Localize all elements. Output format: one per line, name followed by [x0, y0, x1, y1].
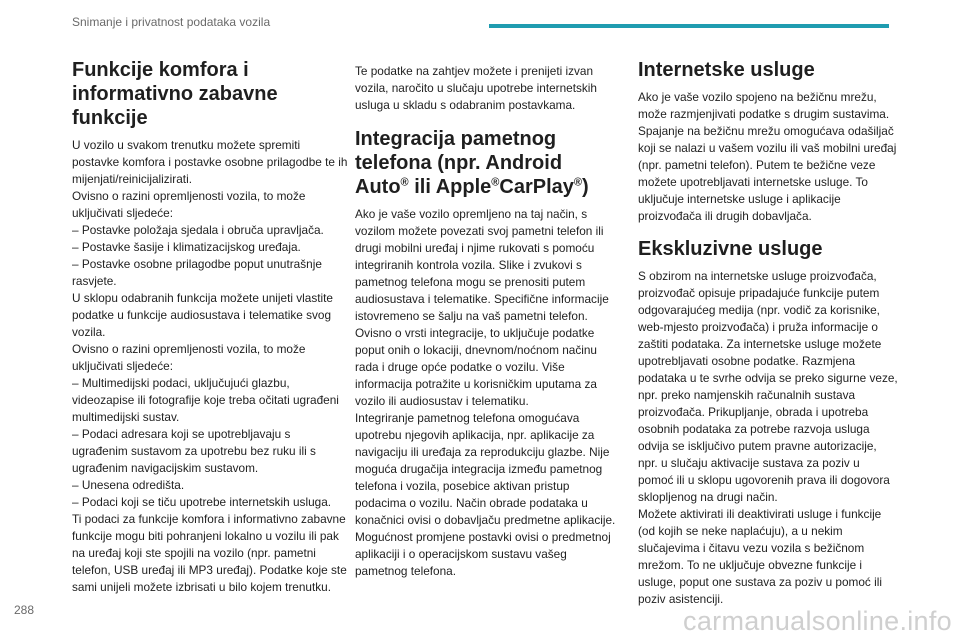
watermark: carmanualsonline.info — [683, 606, 952, 636]
section-title-exclusive-services: Ekskluzivne usluge — [638, 238, 823, 260]
header-accent-bar — [489, 24, 889, 28]
title-part-1: Integracija pametnog telefona (npr. Android Auto — [355, 128, 563, 198]
section-title-comfort: Funkcije komfora i informativno zabavne funkcije — [72, 59, 278, 129]
title-part-4: ) — [581, 176, 589, 198]
section-body-exclusive-services: S obzirom na internetske usluge proizvođača, proizvođač opisuje pripadajuće funkcije putem odgovarajućeg medija (npr. vodič za korisnike, web-mjesto proizvođača) i pruža informacije o zaštiti podataka. Za internetske usluge možete upotrebljavati osobne podatke. Razmjena podataka u te svrhe odvija se preko sigurne veze, npr. preko namjenskih računalnih sustava proizvođača. Prikupljanje, obrada i upotreba osobnih podataka za potrebe razvoja usluga odvija se isključivo putem pravne autorizacije, npr. u slučaju aktivacije sustava za poziv u pomoć ili u sklopu ugovorenih prava ili dogovora sklopljenog na drugi način. Možete aktivirati ili deaktivirati usluge i funkcije (od kojih se neke naplaćuju), a u nekim slučajevima i čitavu vezu vozila s bežičnom mrežom. To ne uključuje obvezne funkcije i usluge, poput one sustava za poziv u pomoć ili poziv asistenciji. — [638, 269, 898, 606]
column-middle — [355, 63, 620, 580]
section-title-smartphone — [355, 127, 620, 199]
section-body-comfort: U vozilo u svakom trenutku možete spremiti postavke komfora i postavke osobne prilagodbe te ih mijenjati/reinicijalizirati. Ovisno o razini opremljenosti vozila, to može uključivati sljedeće: – Postavke položaja sjedala i obruča upravljača. – Postavke šasije i klimatizacijskog uređaja. – Postavke osobne prilagodbe poput unutrašnje rasvjete. U sklopu odabranih funkcija možete unijeti vlastite podatke u funkcije audiosustava i telematike svog vozila. Ovisno o razini opremljenosti vozila, to može uključivati sljedeće: – Multimedijski podaci, uključujući glazbu, videozapise ili fotografije koje treba očitati ugrađeni multimedijski sustav. – Podaci adresara koji se upotrebljavaju s ugrađenim sustavom za upotrebu bez ruku ili s ugrađenim navigacijskim sustavom. – Unesena odredišta. – Podaci koji se tiču upotrebe internetskih usluga. Ti podaci za funkcije komfora i informativno zabavne funkcije mogu biti pohranjeni lokalno u vozilu ili pak na uređaj koji ste spojili na vozilo (npr. pametni telefon, USB uređaj ili MP3 uređaj). Podatke koje ste sami unijeli možete izbrisati u bilo kojem trenutku. — [72, 138, 348, 594]
registered-mark-2: ® — [491, 176, 500, 189]
column-right — [638, 58, 898, 608]
column-left — [72, 58, 348, 596]
registered-mark-1: ® — [400, 176, 409, 189]
section-title-internet-services: Internetske usluge — [638, 59, 815, 81]
section-intro-transfer: Te podatke na zahtjev možete i prenijeti izvan vozila, naročito u slučaju upotrebe internetskih usluga u skladu s odabranim postavkama. — [355, 64, 597, 112]
section-body-internet-services: Ako je vaše vozilo spojeno na bežičnu mrežu, može razmjenjivati podatke s drugim sustavima. Spajanje na bežičnu mrežu omogućava odašiljač koji se nalazi u vašem vozilu ili vaš mobilni uređaj (npr. pametni telefon). Putem te bežične veze možete upotrebljavati internetske usluge. To uključuje internetske usluge i aplikacije proizvođača ili drugih dobavljača. — [638, 90, 897, 223]
title-part-2: ili Apple — [408, 176, 492, 198]
section-body-smartphone: Ako je vaše vozilo opremljeno na taj način, s vozilom možete povezati svoj pametni telefon ili drugi mobilni uređaj i njime rukovati s pomoću integriranih kontrola vozila. Slike i zvukovi s pametnog telefona mogu se prenositi putem audiosustava i telematike. Specifične informacije istovremeno se šalju na vaš pametni telefon. Ovisno o vrsti integracije, to uključuje podatke poput onih o lokaciji, dnevnom/noćnom načinu rada i druge opće podatke o vozilu. Više informacija potražite u korisničkim uputama za vozilo ili audiosustav i telematiku. Integriranje pametnog telefona omogućava upotrebu njegovih aplikacija, npr. aplikacije za navigaciju ili uređaja za reprodukciju glazbe. Nije moguća drugačija integracija između pametnog telefona i vozila, posebice aktivan pristup podacima o vozilu. Način obrade podataka u konačnici ovisi o dobavljaču predmetne aplikacije. Mogućnost promjene postavki ovisi o predmetnoj aplikaciji i o operacijskom sustavu vašeg pametnog telefona. — [355, 207, 616, 578]
page-number: 288 — [14, 603, 35, 617]
title-part-3: CarPlay — [499, 176, 574, 198]
registered-mark-3: ® — [573, 176, 582, 189]
running-title: Snimanje i privatnost podataka vozila — [72, 15, 271, 29]
